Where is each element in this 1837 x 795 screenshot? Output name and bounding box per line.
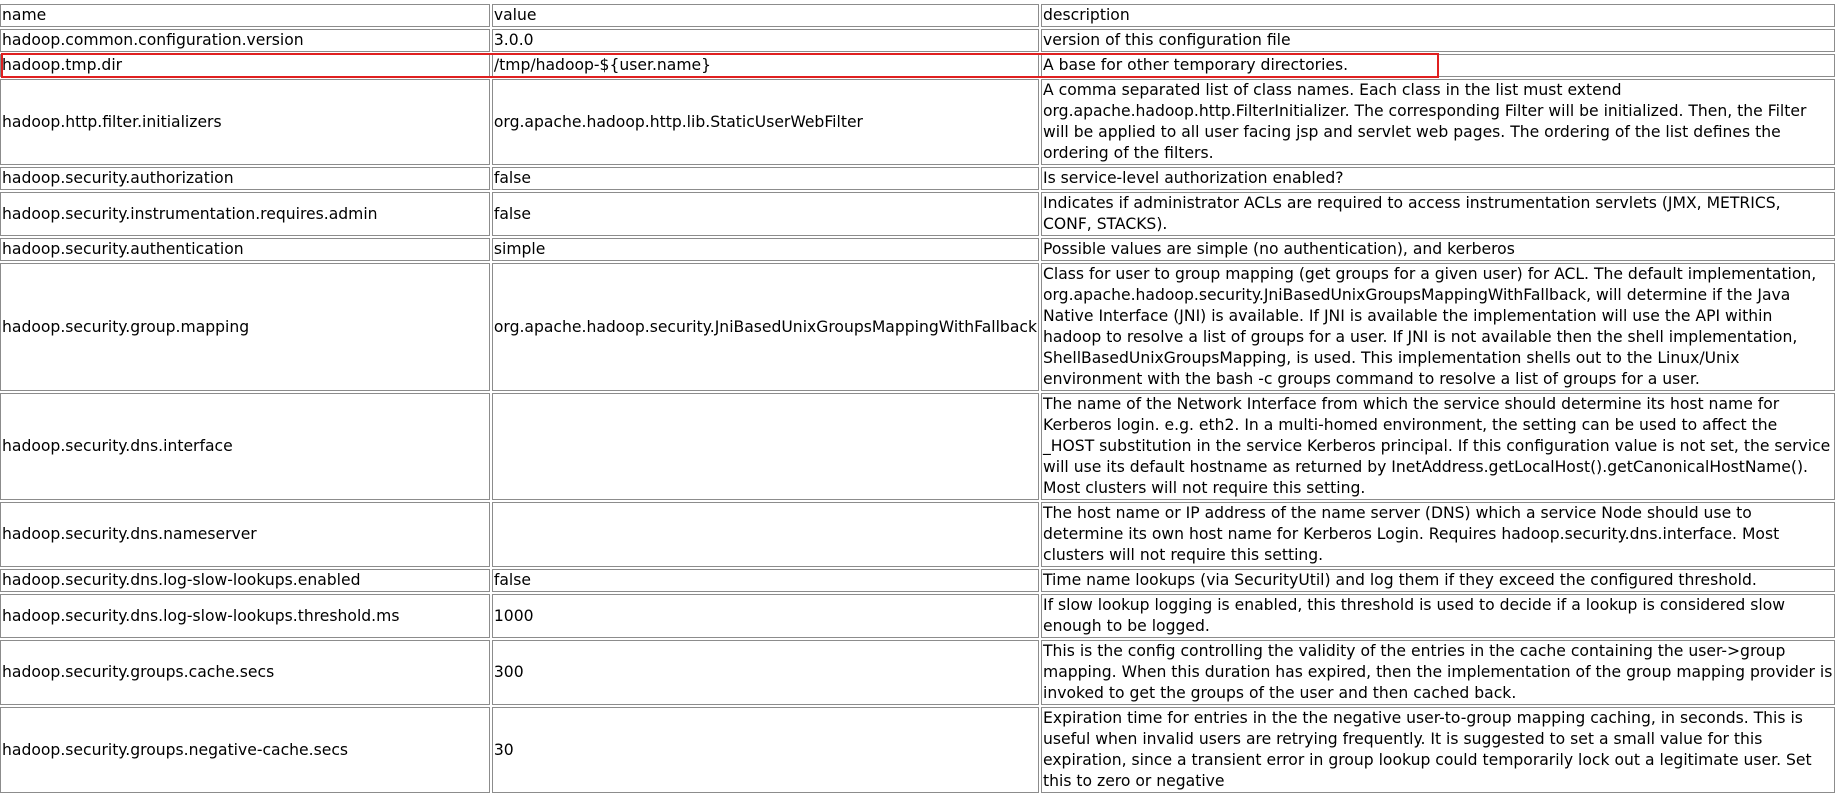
config-table-container xyxy=(0,2,1837,795)
property-name: hadoop.security.dns.interface xyxy=(0,393,490,500)
property-description xyxy=(1041,707,1835,793)
property-name: hadoop.security.dns.log-slow-lookups.enabled xyxy=(0,569,490,592)
property-value xyxy=(492,502,1039,567)
property-description xyxy=(1041,29,1835,52)
property-value: 1000 xyxy=(492,594,1039,638)
description-text: The name of the Network Interface from which the service should determine its host name for Kerberos login. e.g. eth2. In a multi-homed environment, the setting can be used to affect the _HOST substitution in the service Kerberos principal. If this configuration value is not set, the service will use its default hostname as returned by InetAddress.getLocalHost().getCanonicalHostName(). Most clusters will not require this setting. xyxy=(1043,395,1831,497)
property-description xyxy=(1041,54,1835,77)
property-description xyxy=(1041,263,1835,391)
property-description xyxy=(1041,167,1835,190)
description-text: Is service-level authorization enabled? xyxy=(1043,169,1344,187)
header-value: value xyxy=(492,4,1039,27)
description-text: Time name lookups (via SecurityUtil) and log them if they exceed the configured threshold. xyxy=(1043,571,1757,589)
table-row xyxy=(0,640,1835,705)
description-text: Class for user to group mapping (get groups for a given user) for ACL. The default implementation, org.apache.hadoop.security.JniBasedUnixGroupsMappingWithFallback, will determine if the Java Native Interface (JNI) is available. If JNI is available the implementation will use the API within hadoop to resolve a list of groups for a user. If JNI is not available then the shell implementation, ShellBasedUnixGroupsMapping, is used. This implementation shells out to the Linux/Unix environment with the bash -c groups command to resolve a list of groups for a user. xyxy=(1043,265,1817,388)
property-value xyxy=(492,393,1039,500)
description-text: Indicates if administrator ACLs are required to access instrumentation servlets (JMX, METRICS, CONF, STACKS). xyxy=(1043,194,1781,233)
config-table-body xyxy=(0,4,1835,793)
table-row xyxy=(0,594,1835,638)
description-text: This is the config controlling the validity of the entries in the cache containing the user->group mapping. When this duration has expired, then the implementation of the group mapping provider is invoked to get the groups of the user and then cached back. xyxy=(1043,642,1833,702)
property-value: org.apache.hadoop.http.lib.StaticUserWebFilter xyxy=(492,79,1039,165)
property-value: false xyxy=(492,569,1039,592)
table-row xyxy=(0,238,1835,261)
property-value: org.apache.hadoop.security.JniBasedUnixGroupsMappingWithFallback xyxy=(492,263,1039,391)
description-text: Expiration time for entries in the the negative user-to-group mapping caching, in seconds. This is useful when invalid users are retrying frequently. It is suggested to set a small value for this expiration, since a transient error in group lookup could temporarily lock out a legitimate user. Set this to zero or negative xyxy=(1043,709,1812,790)
header-name: name xyxy=(0,4,490,27)
property-name: hadoop.security.groups.negative-cache.secs xyxy=(0,707,490,793)
property-name: hadoop.security.instrumentation.requires.admin xyxy=(0,192,490,236)
property-name: hadoop.security.groups.cache.secs xyxy=(0,640,490,705)
property-description xyxy=(1041,393,1835,500)
description-text: The host name or IP address of the name server (DNS) which a service Node should use to determine its own host name for Kerberos Login. Requires hadoop.security.dns.interface. Most clusters will not require this setting. xyxy=(1043,504,1780,564)
property-value: 3.0.0 xyxy=(492,29,1039,52)
property-name: hadoop.common.configuration.version xyxy=(0,29,490,52)
table-row xyxy=(0,167,1835,190)
table-row xyxy=(0,79,1835,165)
table-row xyxy=(0,29,1835,52)
config-table xyxy=(0,2,1837,795)
property-name: hadoop.security.authentication xyxy=(0,238,490,261)
table-row xyxy=(0,569,1835,592)
property-description xyxy=(1041,569,1835,592)
table-row xyxy=(0,393,1835,500)
header-row xyxy=(0,4,1835,27)
property-name: hadoop.tmp.dir xyxy=(0,54,490,77)
property-value: 30 xyxy=(492,707,1039,793)
property-value: false xyxy=(492,167,1039,190)
property-description xyxy=(1041,79,1835,165)
header-description: description xyxy=(1041,4,1835,27)
property-description xyxy=(1041,640,1835,705)
property-value: false xyxy=(492,192,1039,236)
property-value: 300 xyxy=(492,640,1039,705)
property-name: hadoop.http.filter.initializers xyxy=(0,79,490,165)
table-row xyxy=(0,502,1835,567)
property-description xyxy=(1041,238,1835,261)
property-name: hadoop.security.authorization xyxy=(0,167,490,190)
table-row-highlighted xyxy=(0,54,1835,77)
property-value: simple xyxy=(492,238,1039,261)
property-name: hadoop.security.dns.log-slow-lookups.threshold.ms xyxy=(0,594,490,638)
description-text: A base for other temporary directories. xyxy=(1043,56,1349,74)
table-row xyxy=(0,263,1835,391)
property-description xyxy=(1041,502,1835,567)
description-text: If slow lookup logging is enabled, this threshold is used to decide if a lookup is considered slow enough to be logged. xyxy=(1043,596,1786,635)
property-name: hadoop.security.group.mapping xyxy=(0,263,490,391)
property-description xyxy=(1041,192,1835,236)
description-text: version of this configuration file xyxy=(1043,31,1291,49)
property-name: hadoop.security.dns.nameserver xyxy=(0,502,490,567)
table-row xyxy=(0,192,1835,236)
property-value: /tmp/hadoop-${user.name} xyxy=(492,54,1039,77)
table-row xyxy=(0,707,1835,793)
description-text: Possible values are simple (no authentication), and kerberos xyxy=(1043,240,1515,258)
description-text: A comma separated list of class names. Each class in the list must extend org.apache.hadoop.http.FilterInitializer. The corresponding Filter will be initialized. Then, the Filter will be applied to all user facing jsp and servlet web pages. The ordering of the list defines the ordering of the filters. xyxy=(1043,81,1807,162)
property-description xyxy=(1041,594,1835,638)
